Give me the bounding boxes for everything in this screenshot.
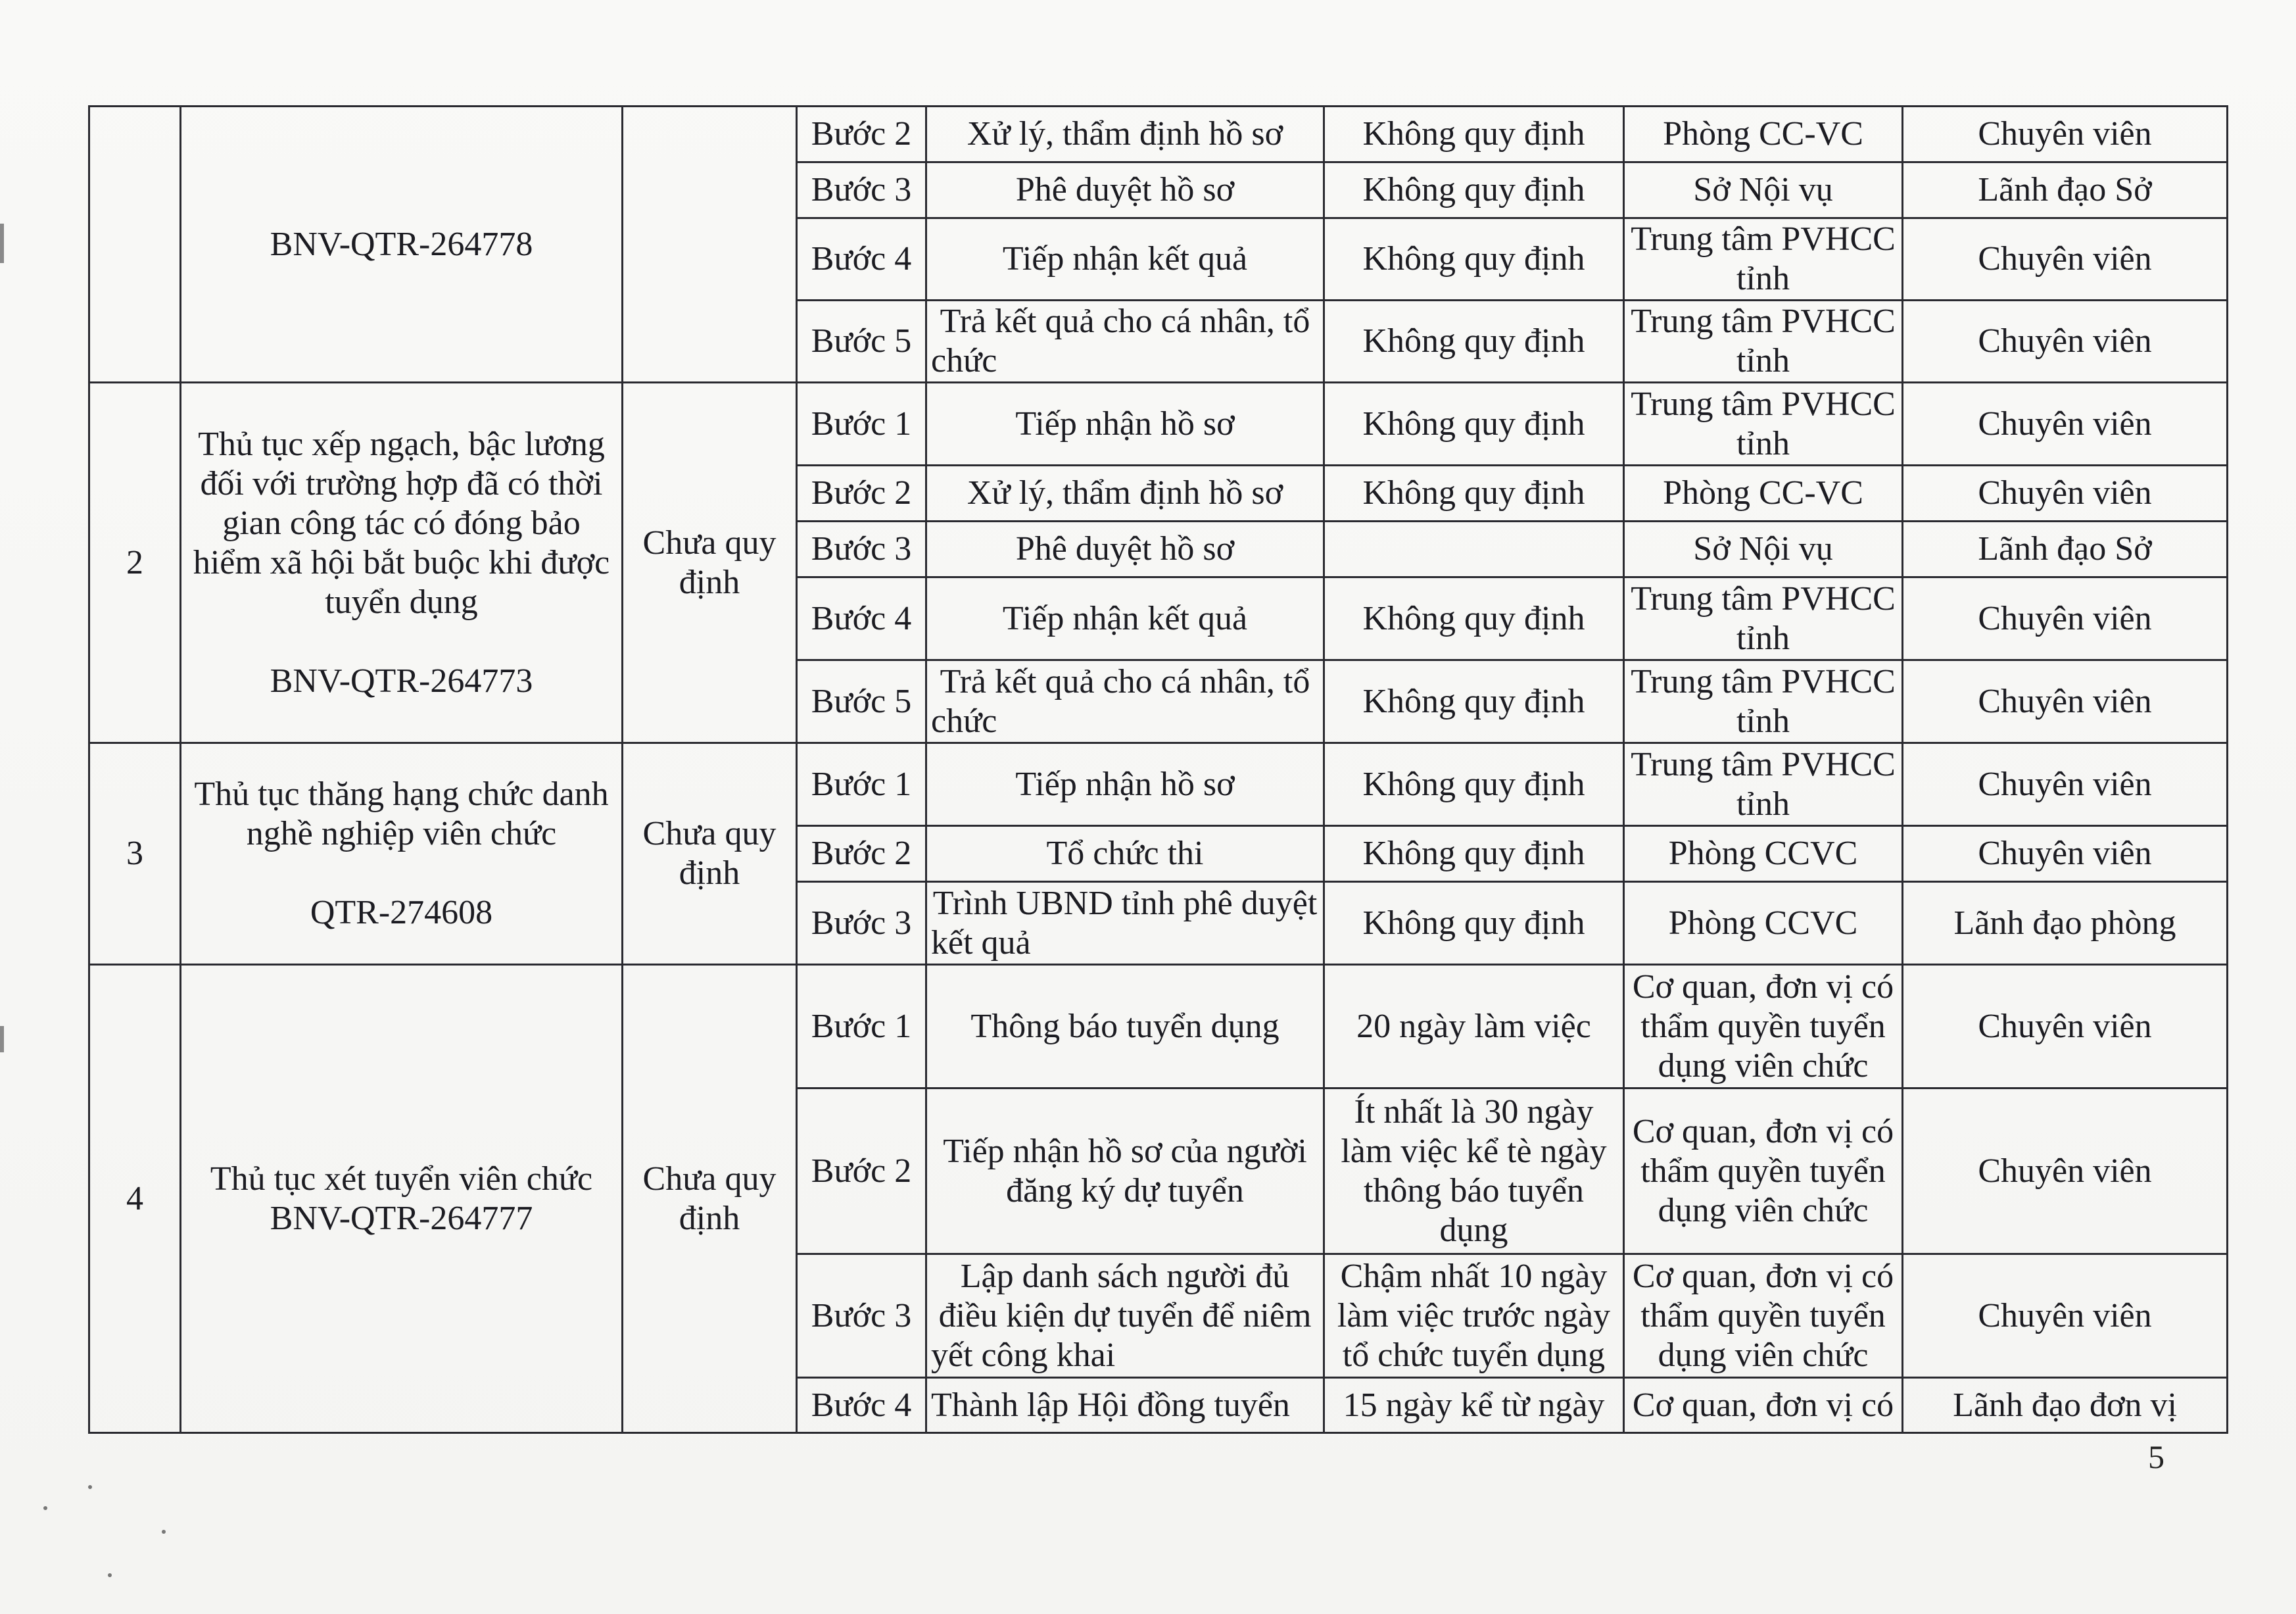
procedure-number: 4: [89, 965, 181, 1433]
step-task: Trả kết quả cho cá nhân, tổ chức: [926, 660, 1324, 743]
procedure-code: QTR-274608: [310, 894, 493, 931]
step-time: Không quy định: [1324, 107, 1624, 162]
step-actor: Chuyên viên: [1903, 218, 2228, 301]
step-task: Tiếp nhận hồ sơ của người đăng ký dự tuyển: [926, 1088, 1324, 1254]
procedure-number-cell: [89, 107, 181, 383]
step-actor: Chuyên viên: [1903, 577, 2228, 660]
table-row: [89, 743, 2228, 826]
step-label: Bước 3: [797, 522, 926, 577]
step-actor: Chuyên viên: [1903, 826, 2228, 882]
step-label: Bước 3: [797, 1254, 926, 1378]
step-actor: Chuyên viên: [1903, 660, 2228, 743]
step-time: 20 ngày làm việc: [1324, 965, 1624, 1088]
step-time: 15 ngày kể từ ngày: [1324, 1378, 1624, 1433]
step-actor: Chuyên viên: [1903, 466, 2228, 522]
procedure-table: [88, 105, 2228, 1434]
procedure-deadline: Chưa quy định: [623, 383, 797, 743]
step-label: Bước 1: [797, 965, 926, 1088]
step-unit: Trung tâm PVHCC tỉnh: [1624, 383, 1903, 466]
step-task: Lập danh sách người đủ điều kiện dự tuyển để niêm yết công khai: [926, 1254, 1324, 1378]
step-unit: Phòng CCVC: [1624, 826, 1903, 882]
procedure-name-cell: [181, 965, 623, 1433]
step-actor: Chuyên viên: [1903, 965, 2228, 1088]
step-unit: Cơ quan, đơn vị có thẩm quyền tuyển dụng viên chức: [1624, 1088, 1903, 1254]
step-unit: Trung tâm PVHCC tỉnh: [1624, 577, 1903, 660]
step-time: Không quy định: [1324, 660, 1624, 743]
step-unit: Trung tâm PVHCC tỉnh: [1624, 743, 1903, 826]
table-row: [89, 383, 2228, 466]
step-unit: Phòng CC-VC: [1624, 107, 1903, 162]
step-task: Xử lý, thẩm định hồ sơ: [926, 107, 1324, 162]
step-label: Bước 4: [797, 1378, 926, 1433]
procedure-name: Thủ tục xét tuyển viên chức: [210, 1160, 593, 1198]
page-number: 5: [2148, 1438, 2164, 1475]
step-time: [1324, 522, 1624, 577]
step-unit: Phòng CC-VC: [1624, 466, 1903, 522]
step-time: Chậm nhất 10 ngày làm việc trước ngày tổ chức tuyển dụng: [1324, 1254, 1624, 1378]
step-task: Tổ chức thi: [926, 826, 1324, 882]
step-label: Bước 5: [797, 660, 926, 743]
step-unit: Trung tâm PVHCC tỉnh: [1624, 660, 1903, 743]
step-task: Trả kết quả cho cá nhân, tổ chức: [926, 301, 1324, 383]
step-actor: Lãnh đạo đơn vị: [1903, 1378, 2228, 1433]
step-unit: Cơ quan, đơn vị có: [1624, 1378, 1903, 1433]
procedure-deadline-cell: [623, 107, 797, 383]
step-label: Bước 3: [797, 882, 926, 965]
step-task: Tiếp nhận kết quả: [926, 218, 1324, 301]
procedure-number: 3: [89, 743, 181, 965]
step-label: Bước 4: [797, 218, 926, 301]
procedure-deadline: Chưa quy định: [623, 743, 797, 965]
step-task: Tiếp nhận hồ sơ: [926, 743, 1324, 826]
procedure-deadline: Chưa quy định: [623, 965, 797, 1433]
procedure-name: Thủ tục thăng hạng chức danh nghề nghiệp viên chức: [194, 775, 609, 852]
step-label: Bước 2: [797, 1088, 926, 1254]
step-unit: Cơ quan, đơn vị có thẩm quyền tuyển dụng viên chức: [1624, 965, 1903, 1088]
step-label: Bước 2: [797, 826, 926, 882]
step-unit: Sở Nội vụ: [1624, 522, 1903, 577]
step-time: Không quy định: [1324, 826, 1624, 882]
procedure-code: BNV-QTR-264778: [270, 225, 533, 263]
step-unit: Trung tâm PVHCC tỉnh: [1624, 218, 1903, 301]
step-actor: Chuyên viên: [1903, 743, 2228, 826]
step-task: Tiếp nhận hồ sơ: [926, 383, 1324, 466]
step-time: Không quy định: [1324, 218, 1624, 301]
step-label: Bước 5: [797, 301, 926, 383]
step-label: Bước 4: [797, 577, 926, 660]
procedure-name: Thủ tục xếp ngạch, bậc lương đối với trường hợp đã có thời gian công tác có đóng bảo hiểm xã hội bắt buộc khi được tuyển dụng: [193, 425, 610, 621]
step-actor: Lãnh đạo Sở: [1903, 162, 2228, 218]
step-actor: Chuyên viên: [1903, 383, 2228, 466]
step-time: Không quy định: [1324, 383, 1624, 466]
step-time: Không quy định: [1324, 162, 1624, 218]
step-unit: Sở Nội vụ: [1624, 162, 1903, 218]
step-time: Không quy định: [1324, 577, 1624, 660]
step-actor: Lãnh đạo phòng: [1903, 882, 2228, 965]
step-unit: Trung tâm PVHCC tỉnh: [1624, 301, 1903, 383]
step-actor: Chuyên viên: [1903, 1254, 2228, 1378]
step-task: Xử lý, thẩm định hồ sơ: [926, 466, 1324, 522]
step-actor: Chuyên viên: [1903, 1088, 2228, 1254]
step-label: Bước 3: [797, 162, 926, 218]
step-actor: Lãnh đạo Sở: [1903, 522, 2228, 577]
table-row: [89, 107, 2228, 162]
step-time: Không quy định: [1324, 743, 1624, 826]
procedure-code: BNV-QTR-264773: [270, 662, 533, 700]
step-time: Không quy định: [1324, 882, 1624, 965]
step-label: Bước 2: [797, 466, 926, 522]
step-task: Thành lập Hội đồng tuyển: [926, 1378, 1324, 1433]
procedure-name-cell: [181, 107, 623, 383]
scan-speck: [43, 1506, 47, 1510]
step-task: Trình UBND tỉnh phê duyệt kết quả: [926, 882, 1324, 965]
step-unit: Cơ quan, đơn vị có thẩm quyền tuyển dụng viên chức: [1624, 1254, 1903, 1378]
scan-speck: [108, 1573, 112, 1577]
step-label: Bước 2: [797, 107, 926, 162]
procedure-number: 2: [89, 383, 181, 743]
procedure-code: BNV-QTR-264777: [270, 1199, 533, 1237]
scan-speck: [88, 1485, 92, 1489]
step-task: Tiếp nhận kết quả: [926, 577, 1324, 660]
step-time: Không quy định: [1324, 466, 1624, 522]
step-time: Không quy định: [1324, 301, 1624, 383]
scan-edge-mark: [0, 1026, 4, 1052]
procedure-name-cell: [181, 383, 623, 743]
step-task: Phê duyệt hồ sơ: [926, 162, 1324, 218]
procedure-name-cell: [181, 743, 623, 965]
step-label: Bước 1: [797, 383, 926, 466]
scan-edge-mark: [0, 224, 4, 263]
step-actor: Chuyên viên: [1903, 301, 2228, 383]
scan-speck: [162, 1530, 166, 1534]
step-task: Thông báo tuyển dụng: [926, 965, 1324, 1088]
step-task: Phê duyệt hồ sơ: [926, 522, 1324, 577]
step-label: Bước 1: [797, 743, 926, 826]
step-time: Ít nhất là 30 ngày làm việc kể tè ngày thông báo tuyển dụng: [1324, 1088, 1624, 1254]
table-row: [89, 965, 2228, 1088]
step-actor: Chuyên viên: [1903, 107, 2228, 162]
step-unit: Phòng CCVC: [1624, 882, 1903, 965]
